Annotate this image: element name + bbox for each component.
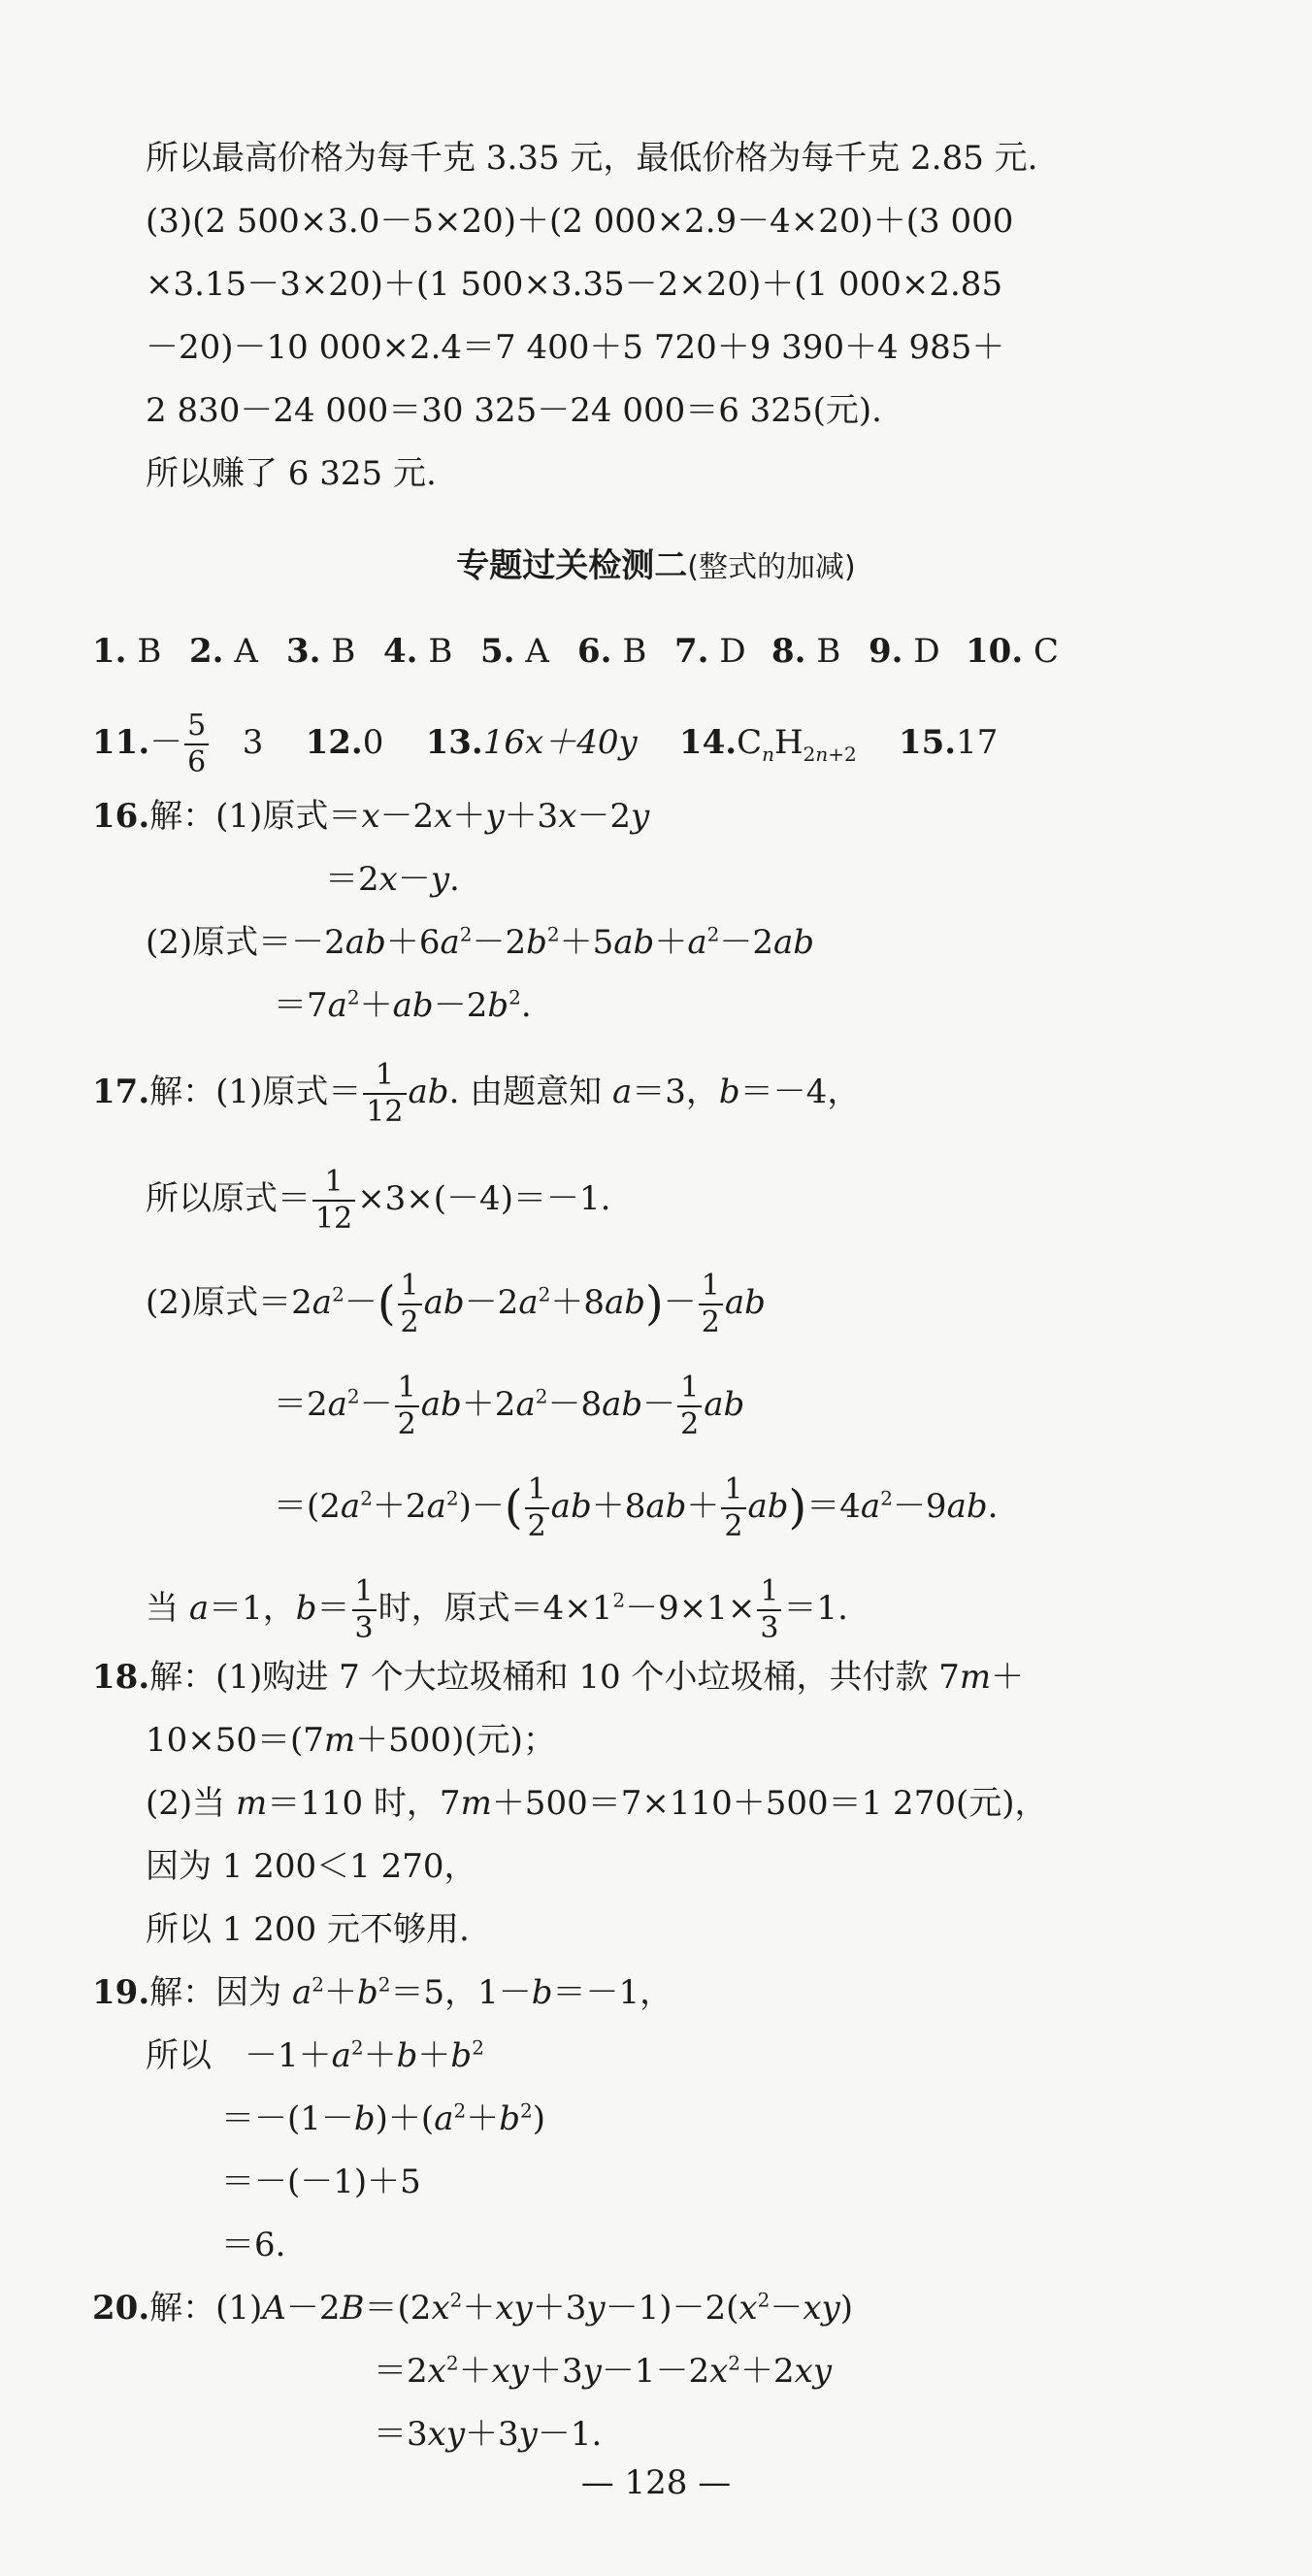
q20-line3: ＝3xy＋3y－1.: [374, 2415, 603, 2454]
q17-line4: $=2a^2-$ $\frac{1}{2}$ $ab+2a^2-8ab-$ $\frac{1}{2}$ ab: [274, 1371, 745, 1441]
text-line: 所以赚了 6 325 元.: [146, 454, 437, 493]
q17-line2: 所以原式＝ $\frac{1}{12}$ ×3×(－4)＝－1.: [146, 1165, 611, 1236]
fraction: $\frac{5}{6}$: [184, 711, 209, 777]
q20-line1: 20.解：$(1)A-2B=(2x^2+xy+3y-1)-2(x^2-xy)$: [92, 2288, 853, 2328]
q19-line4: ＝－(－1)＋5: [221, 2163, 421, 2201]
section-title: [0, 539, 1312, 586]
q19-line5: ＝6.: [221, 2226, 286, 2264]
page-number: — 128 —: [580, 2463, 732, 2502]
q17-line3: (2)原式$=2a^2-$( $\frac{1}{2}$ $ab-2a^2+8ab)-$ $\frac{1}{2}$ ab: [146, 1269, 766, 1339]
q16-line3: (2)原式$=-2ab+6a^2-2b^2+5ab+a^2-2ab$: [146, 922, 815, 962]
q18-line3: (2)当 m＝110 时，7m＋500＝7×110＋500＝1 270(元)，: [146, 1784, 1048, 1823]
text-line: ×3.15－3×20)＋(1 500×3.35－2×20)＋(1 000×2.85: [146, 265, 1003, 304]
q17-line5: $=(2a^2+2a^2)-$( $\frac{1}{2}$ ab＋8ab＋ $\frac{1}{2}$ $ab)=4a^2-9ab$.: [274, 1472, 999, 1543]
q16-line4: $=7a^2+ab-2b^2$.: [274, 985, 532, 1025]
text-line: 2 830－24 000＝30 325－24 000＝6 325(元).: [146, 391, 882, 430]
text-line: －20)－10 000×2.4＝7 400＋5 720＋9 390＋4 985＋: [146, 328, 1005, 367]
q16-line1: 16.解：(1)原式＝x－2x＋y＋3x－2y: [92, 797, 650, 836]
q18-line4: 因为 1 200＜1 270，: [146, 1847, 477, 1886]
section-subtitle: (整式的加减): [687, 550, 856, 584]
q18-line2: 10×50＝(7m＋500)(元)；: [146, 1721, 556, 1760]
section-title-main: 专题过关检测二: [456, 546, 688, 585]
text-line: 所以最高价格为每千克 3.35 元，最低价格为每千克 2.85 元.: [146, 139, 1038, 178]
q16-line2: ＝2x－y.: [325, 860, 460, 899]
fill-answers: 11.－ $\frac{5}{6}$ 3 12.0 13.16x＋40y $14.C_nH_{2n+2}$ 15.17: [92, 709, 999, 779]
q18-line1: 18.解：(1)购进 7 个大垃圾桶和 10 个小垃圾桶，共付款 7m＋: [92, 1658, 1025, 1697]
q20-line2: $=2x^2+xy+3y-1-2x^2+2xy$: [374, 2351, 833, 2391]
q19-line2: 所以 $-1+a^2+b+b^2$: [146, 2035, 484, 2075]
text-line: (3)(2 500×3.0－5×20)＋(2 000×2.9－4×20)＋(3 000: [146, 202, 1014, 241]
choice-answers: 1. B 2. A 3. B 4. B 5. A 6. B 7. D 8. B 9. D 10. C: [92, 632, 1059, 671]
q19-line1: 19.解：因为 $a^2+b^2=5$，1－b＝－1，: [92, 1972, 673, 2012]
q17-line6: 当 a＝1，b＝ $\frac{1}{3}$ 时，原式$=4\times 1^2-9\times 1\times$ $\frac{1}{3}$ ＝1.: [146, 1574, 848, 1645]
q19-line3: $=-(1-b)+(a^2+b^2)$: [221, 2098, 545, 2138]
q17-line1: 17.解：(1)原式＝ $\frac{1}{12}$ ab. 由题意知 a＝3，b＝－4，: [92, 1058, 861, 1129]
q18-line5: 所以 1 200 元不够用.: [146, 1910, 470, 1949]
